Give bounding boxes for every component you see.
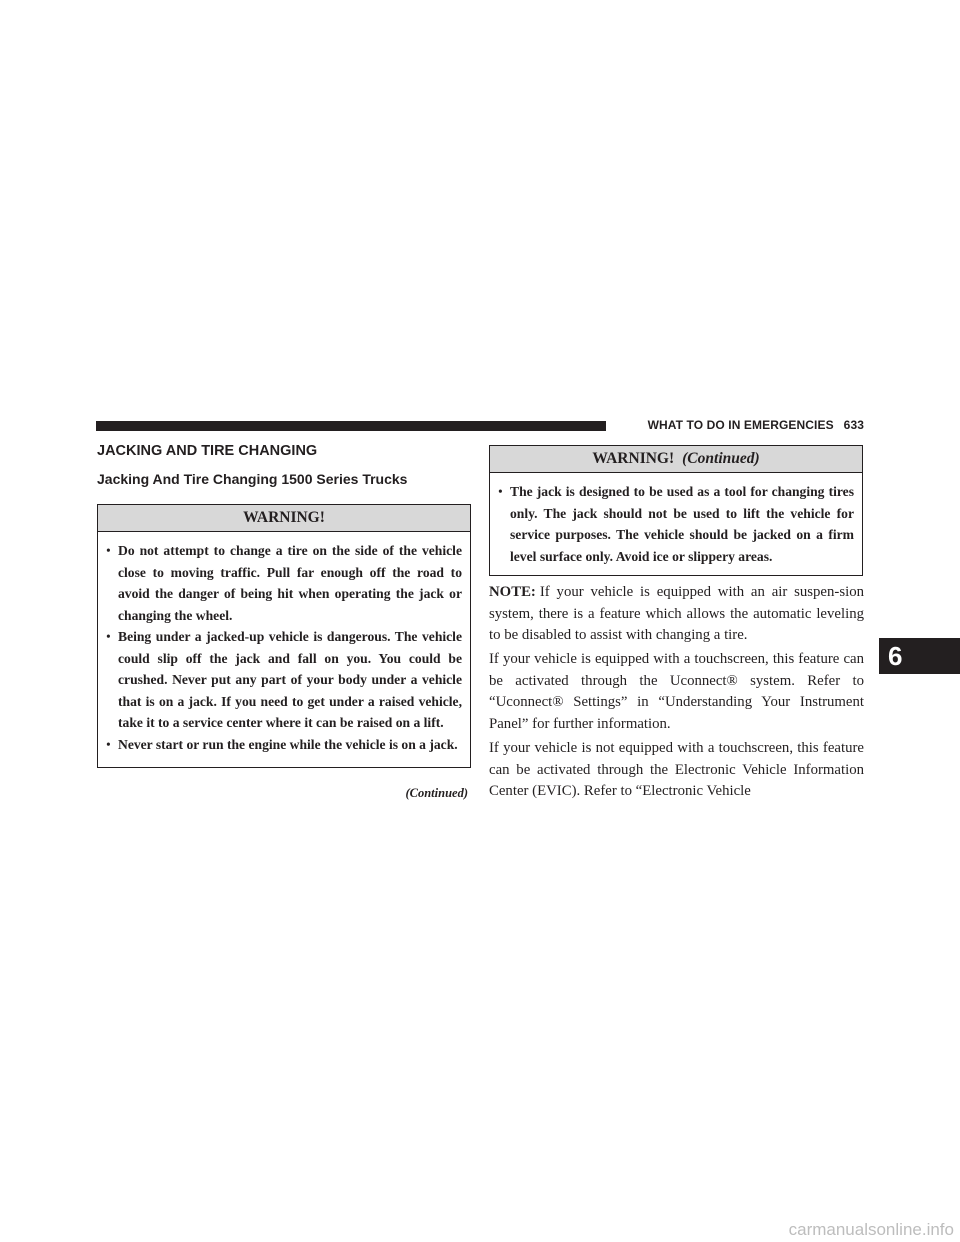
warning-item (106, 734, 462, 756)
watermark: carmanualsonline.info (788, 1220, 954, 1239)
warning-header (98, 505, 470, 532)
chapter-tab: 6 (879, 638, 960, 674)
warning-list (490, 473, 862, 575)
bullet-icon: • (106, 629, 111, 644)
body-paragraph: If your vehicle is not equipped with a touchscreen, this feature can be activated through the Electronic Vehicle Information Center (EVIC). Refer to “Electronic Vehicle (489, 740, 864, 800)
header-section-title: WHAT TO DO IN EMERGENCIES (647, 418, 834, 432)
subsection-title: Jacking And Tire Changing 1500 Series Trucks (97, 471, 408, 487)
warning-box-continued (489, 445, 863, 576)
warning-item (498, 481, 854, 567)
warning-item (106, 540, 462, 626)
bullet-icon: • (498, 484, 503, 499)
warning-item-text: Never start or run the engine while the vehicle is on a jack. (118, 736, 458, 752)
running-header (612, 418, 864, 432)
warning-item (106, 626, 462, 734)
warning-title-continued: (Continued) (682, 450, 760, 467)
warning-title: WARNING! (243, 509, 325, 526)
warning-item-text: Do not attempt to change a tire on the side of the vehicle close to moving traffic. Pull far enough off the road to avoid the danger of being hit when operating the jack or changing the wheel. (118, 543, 462, 623)
note-paragraph (489, 582, 864, 647)
section-title: JACKING AND TIRE CHANGING (97, 443, 318, 459)
note-label: NOTE: (489, 584, 536, 600)
warning-box (97, 504, 471, 768)
bullet-icon: • (106, 736, 111, 752)
warning-title: WARNING! (592, 450, 675, 467)
warning-list (98, 532, 470, 763)
warning-item-text: The jack is designed to be used as a tool for changing tires only. The jack should not be used to lift the vehicle for service purposes. The vehicle should be jacked on a firm level surface only. Avoid ice or slippery areas. (510, 484, 854, 564)
continued-label: (Continued) (405, 786, 468, 800)
warning-header (490, 446, 862, 473)
bullet-icon: • (106, 543, 111, 558)
header-rule (96, 421, 606, 431)
body-paragraph: If your vehicle is equipped with a touchscreen, this feature can be activated through the Uconnect® system. Refer to “Uconnect® Settings” in “Understanding Your Instrument Panel” for further information. (489, 651, 864, 732)
page-number: 633 (843, 418, 864, 432)
warning-item-text: Being under a jacked-up vehicle is dangerous. The vehicle could slip off the jack and fall on you. You could be crushed. Never put any part of your body under a vehicle that is on a jack. If you need to get under a raised vehicle, take it to a service center where it can be raised on a lift. (118, 629, 462, 730)
note-text: If your vehicle is equipped with an air suspen-sion system, there is a feature which allows the automatic leveling to be disabled to assist with changing a tire. (489, 584, 864, 644)
